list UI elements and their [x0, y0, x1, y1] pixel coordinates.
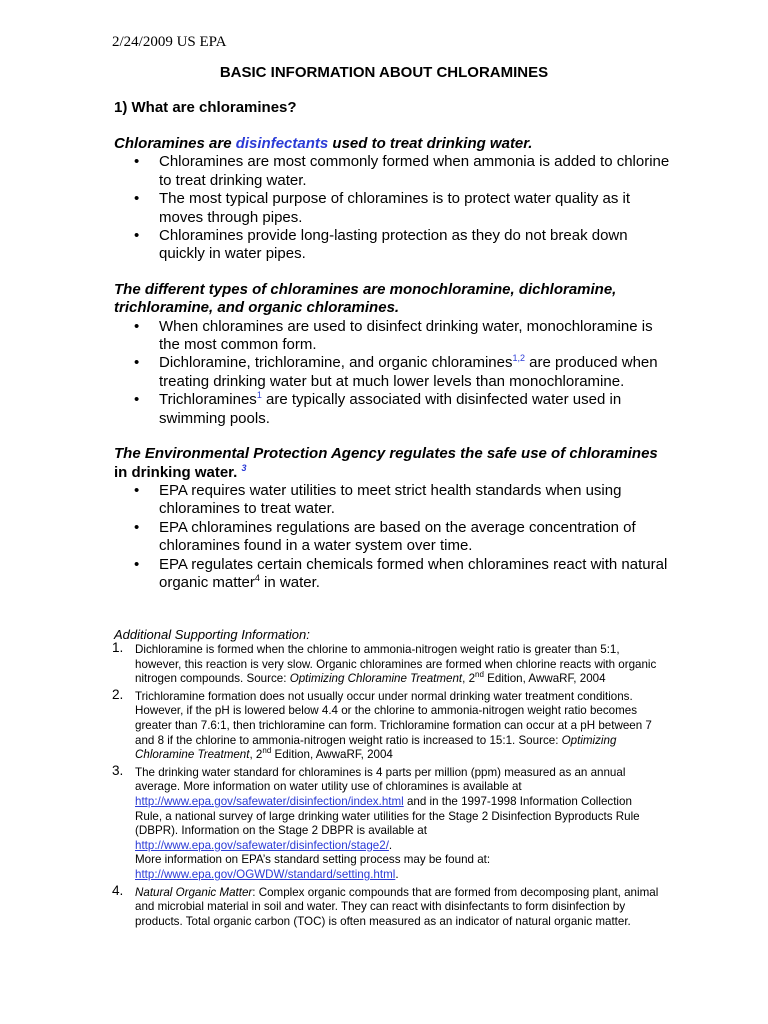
edition-sup: nd [262, 746, 272, 756]
stage2-link[interactable]: http://www.epa.gov/safewater/disinfection/stage2/ [135, 838, 389, 852]
document-title: BASIC INFORMATION ABOUT CHLORAMINES [219, 64, 549, 81]
bullet-item: • Chloramines are most commonly formed when ammonia is added to chlorine to treat drinking water. [114, 153, 674, 190]
footnote-ref[interactable]: 3 [241, 462, 247, 473]
bullet-item: • The most typical purpose of chloramines is to protect water quality as it moves through pipes. [114, 190, 674, 227]
note-text: and in the 1997-1998 Information Collection Rule, a national survey of large drinking water utilities for the Stage 2 Disinfection Byproducts Rule (DBPR). Information on the Stage 2 DBPR is available at [135, 794, 640, 838]
disinfectants-link[interactable]: disinfectants [235, 135, 329, 152]
note-text: Dichloramine is formed when the chlorine to ammonia-nitrogen weight ratio is greater than 5:1, however, this reaction is very slow. Organic chloramines are formed when chlorine reacts with organic nitrogen compounds. Source: [135, 643, 657, 686]
note-text: Edition, AwwaRF, 2004 [483, 672, 606, 686]
note-term: Natural Organic Matter [135, 885, 253, 899]
lead-prefix: Chloramines are [114, 135, 236, 152]
note-item [112, 762, 660, 883]
footnote-ref: 4 [254, 572, 260, 583]
note-number: 1. [112, 640, 124, 655]
bullet-text: are produced when treating drinking water but at much lower levels than monochloramine. [159, 354, 658, 390]
section-epa [114, 445, 674, 592]
bullet-item: • Chloramines provide long-lasting protection as they do not break down quickly in water pipes. [114, 227, 674, 264]
bullet-text: are typically associated with disinfected water used in swimming pools. [159, 391, 622, 427]
note-text: . [388, 838, 393, 852]
section-lead [114, 445, 674, 482]
setting-link[interactable]: http://www.epa.gov/OGWDW/standard/setting.html [135, 867, 396, 881]
lead-plain: in drinking water. [114, 463, 238, 481]
bullet-text: EPA regulates certain chemicals formed when chloramines react with natural organic matter [159, 555, 668, 591]
index-link[interactable]: http://www.epa.gov/safewater/disinfection/index.html [135, 794, 404, 808]
note-text: Trichloramine formation does not usually occur under normal drinking water treatment conditions. However, if the pH is lowered below 4.4 or the chlorine to ammonia-nitrogen weight ratio becomes greater than 7.6:1, then trichloramine can form. Trichloramine formation can occur at a pH between 7 and 8 if the chlorine to ammonia-nitrogen weight ratio is increased to 15:1. Source: [135, 689, 652, 747]
source-title: Optimizing Chloramine Treatment [289, 672, 463, 686]
question-heading: 1) What are chloramines? [114, 99, 297, 116]
bullet-item [114, 391, 674, 428]
bullet-item: • EPA requires water utilities to meet strict health standards when using chloramines to treat water. [114, 482, 674, 519]
supporting-heading: Additional Supporting Information: [114, 627, 310, 642]
note-text: : Complex organic compounds that are formed from decomposing plant, animal and microbial material in soil and water. They can react with disinfectants to form disinfection by products. Total organic carbon (TOC) is often measured as an indicator of natural organic matter. [135, 885, 659, 928]
note-text: More information on EPA’s standard setting process may be found at: [135, 853, 491, 867]
bullet-list [114, 153, 674, 263]
bullet-text: Trichloramines [159, 391, 257, 409]
note-text: . [395, 867, 399, 881]
note-item [112, 882, 660, 930]
bullet-item [114, 556, 674, 593]
note-text: Edition, AwwaRF, 2004 [271, 748, 393, 762]
note-item [112, 686, 660, 763]
bullet-text: in water. [259, 573, 320, 591]
bullet-list [114, 318, 674, 428]
note-item [112, 640, 660, 687]
supporting-notes [112, 640, 660, 932]
footnote-ref[interactable]: 1,2 [512, 353, 526, 364]
bullet-item [114, 354, 674, 391]
bullet-text: Dichloramine, trichloramine, and organic chloramines [159, 354, 513, 372]
bullet-item: • EPA chloramines regulations are based on the average concentration of chloramines found in a water system over time. [114, 519, 674, 556]
main-content [114, 135, 674, 609]
lead-italic: The Environmental Protection Agency regulates the safe use of chloramines [114, 445, 658, 463]
section-lead [114, 135, 674, 153]
note-number: 2. [112, 686, 124, 702]
footnote-ref[interactable]: 1 [256, 390, 262, 401]
note-number: 3. [112, 762, 124, 778]
note-text: , 2 [462, 672, 476, 686]
source-title: Optimizing Chloramine Treatment [135, 733, 617, 762]
note-text: The drinking water standard for chloramines is 4 parts per million (ppm) measured as an annual average. More information on water utility use of chloramines is available at [135, 765, 626, 794]
bullet-item: • When chloramines are used to disinfect drinking water, monochloramine is the most common form. [114, 318, 674, 355]
lead-suffix: used to treat drinking water. [328, 135, 533, 152]
section-what-are [114, 135, 674, 264]
note-text: , 2 [249, 748, 263, 762]
bullet-list [114, 482, 674, 592]
edition-sup: nd [475, 670, 484, 680]
header-date-source: 2/24/2009 US EPA [112, 34, 227, 50]
section-lead: The different types of chloramines are monochloramine, dichloramine, trichloramine, and organic chloramines. [114, 280, 617, 317]
note-number: 4. [112, 882, 124, 898]
section-types [114, 281, 674, 428]
